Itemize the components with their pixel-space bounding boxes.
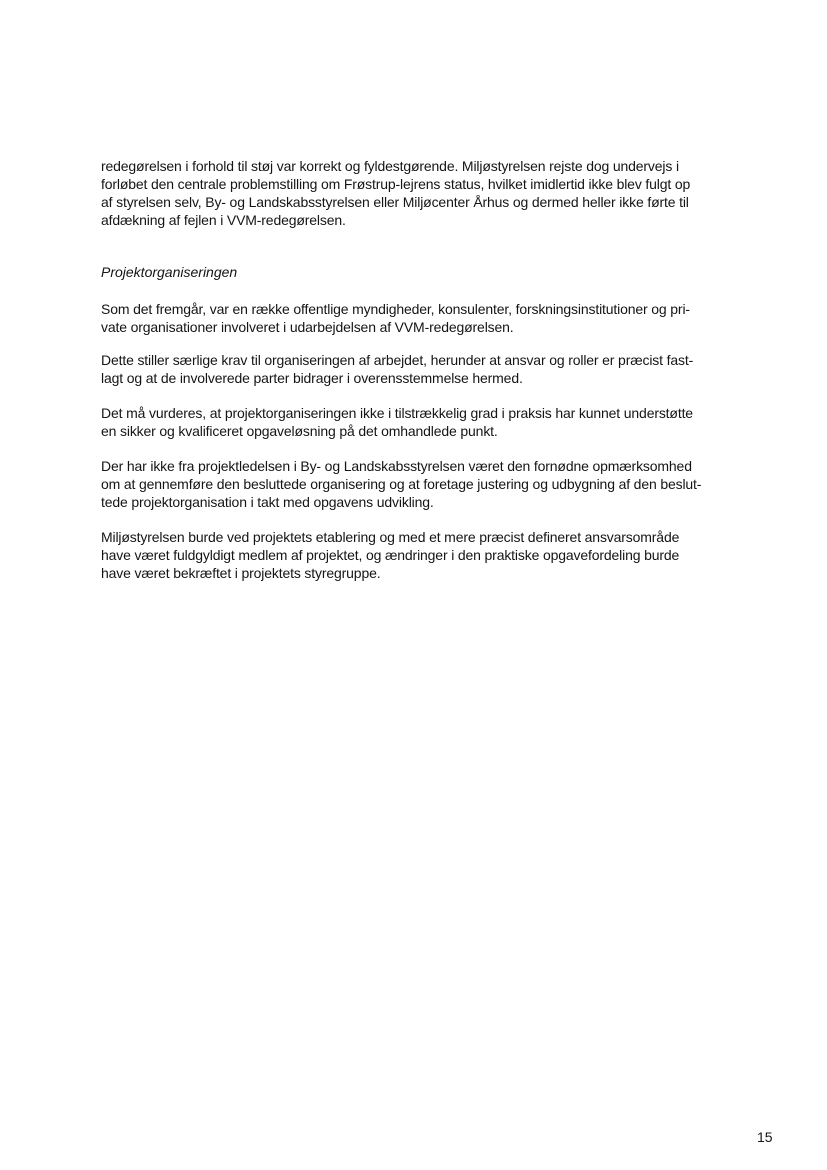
paragraph-line: Dette stiller særlige krav til organiseringen af arbejdet, herunder at ansvar og roller er præcist fast-: [101, 352, 694, 368]
paragraph-line: redegørelsen i forhold til støj var korrekt og fyldestgørende. Miljøstyrelsen rejste dog undervejs i: [101, 158, 679, 174]
section-heading: Projektorganiseringen: [101, 264, 238, 280]
paragraph-line: Miljøstyrelsen burde ved projektets etablering og med et mere præcist defineret ansvarsområde: [101, 529, 680, 545]
paragraph-line: Der har ikke fra projektledelsen i By- og Landskabsstyrelsen været den fornødne opmærksomhed: [101, 458, 692, 474]
paragraph-line: om at gennemføre den besluttede organisering og at foretage justering og udbygning af den beslut-: [101, 476, 702, 492]
paragraph-line: tede projektorganisation i takt med opgavens udvikling.: [101, 494, 434, 510]
paragraph-line: Det må vurderes, at projektorganiseringen ikke i tilstrækkelig grad i praksis har kunnet understøtte: [101, 405, 693, 421]
paragraph-line: Som det fremgår, var en række offentlige myndigheder, konsulenter, forskningsinstitutioner og pri-: [101, 301, 690, 317]
paragraph-line: have været fuldgyldigt medlem af projektet, og ændringer i den praktiske opgavefordeling burde: [101, 547, 680, 563]
paragraph-line: forløbet den centrale problemstilling om Frøstrup-lejrens status, hvilket imidlertid ikke blev fulgt op: [101, 176, 691, 192]
paragraph-line: vate organisationer involveret i udarbejdelsen af VVM-redegørelsen.: [101, 319, 514, 335]
paragraph-line: have været bekræftet i projektets styregruppe.: [101, 565, 381, 581]
paragraph-line: af styrelsen selv, By- og Landskabsstyrelsen eller Miljøcenter Århus og dermed heller ikke førte til: [101, 194, 689, 210]
paragraph-line: en sikker og kvalificeret opgaveløsning på det omhandlede punkt.: [101, 423, 498, 439]
paragraph-line: lagt og at de involverede parter bidrager i overensstemmelse hermed.: [101, 370, 523, 386]
page-number: 15: [757, 1129, 773, 1145]
paragraph-line: afdækning af fejlen i VVM-redegørelsen.: [101, 212, 346, 228]
